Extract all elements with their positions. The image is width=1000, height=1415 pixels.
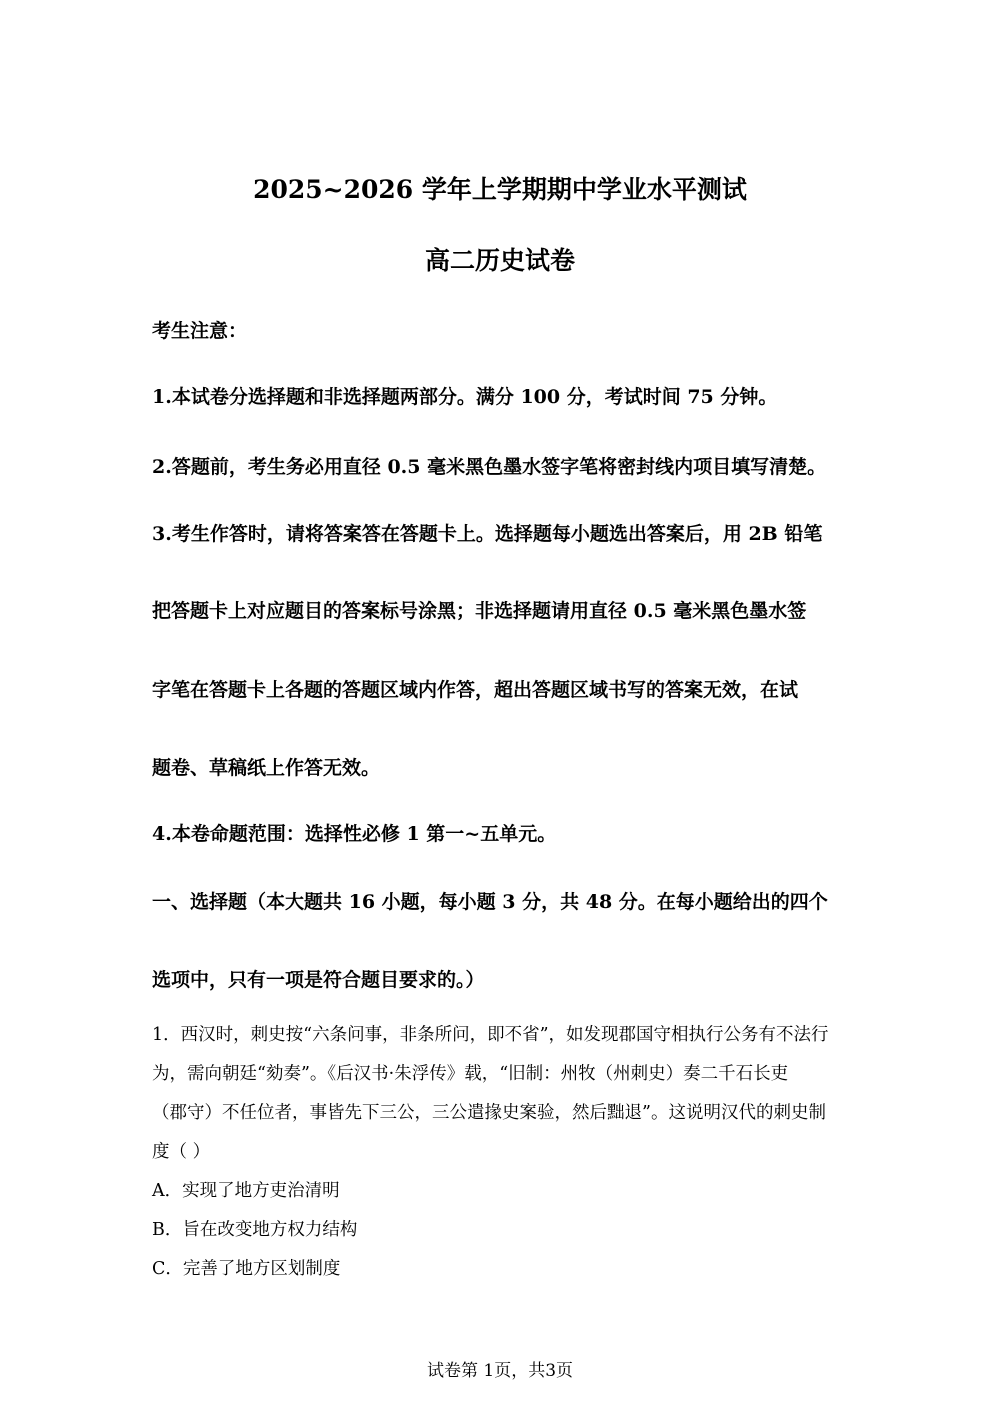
question-1-option-c: C．完善了地方区划制度: [152, 1259, 341, 1279]
notice-item-1: 1.本试卷分选择题和非选择题两部分。满分 100 分，考试时间 75 分钟。: [152, 386, 778, 408]
notice-item-4: 4.本卷命题范围：选择性必修 1 第一~五单元。: [152, 823, 557, 845]
section-heading-line-1: 一、选择题（本大题共 16 小题，每小题 3 分，共 48 分。在每小题给出的四个: [152, 891, 828, 913]
question-1-option-a: A．实现了地方吏治清明: [152, 1181, 340, 1201]
page-footer: 试卷第 1页，共3页: [426, 1361, 574, 1381]
section-heading-line-2: 选项中，只有一项是符合题目要求的。）: [152, 969, 485, 991]
notice-item-3-line-4: 题卷、草稿纸上作答无效。: [152, 757, 381, 779]
question-1-option-b: B．旨在改变地方权力结构: [152, 1220, 358, 1240]
notice-item-3-line-2: 把答题卡上对应题目的答案标号涂黑；非选择题请用直径 0.5 毫米黑色墨水签: [152, 600, 807, 622]
question-1-stem-line-2: 为，需向朝廷“劾奏”。《后汉书·朱浮传》载，“旧制：州牧（州刺史）奏二千石长吏: [152, 1064, 789, 1084]
notice-item-2: 2.答题前，考生务必用直径 0.5 毫米黑色墨水签字笔将密封线内项目填写清楚。: [152, 456, 827, 478]
notice-heading: 考生注意：: [152, 320, 248, 342]
question-1-stem-line-1: 1．西汉时，刺史按“六条问事，非条所问，即不省”，如发现郡国守相执行公务有不法行: [152, 1025, 829, 1045]
notice-item-3-line-1: 3.考生作答时，请将答案答在答题卡上。选择题每小题选出答案后，用 2B 铅笔: [152, 523, 823, 545]
question-1-stem-line-4: 度（ ）: [152, 1142, 211, 1162]
exam-subtitle: 高二历史试卷: [424, 246, 575, 275]
exam-title: 2025~2026 学年上学期期中学业水平测试: [253, 175, 747, 204]
question-1-stem-line-3: （郡守）不任位者，事皆先下三公，三公遣掾史案验，然后黜退”。这说明汉代的刺史制: [152, 1103, 826, 1123]
notice-item-3-line-3: 字笔在答题卡上各题的答题区域内作答，超出答题区域书写的答案无效，在试: [152, 679, 799, 701]
